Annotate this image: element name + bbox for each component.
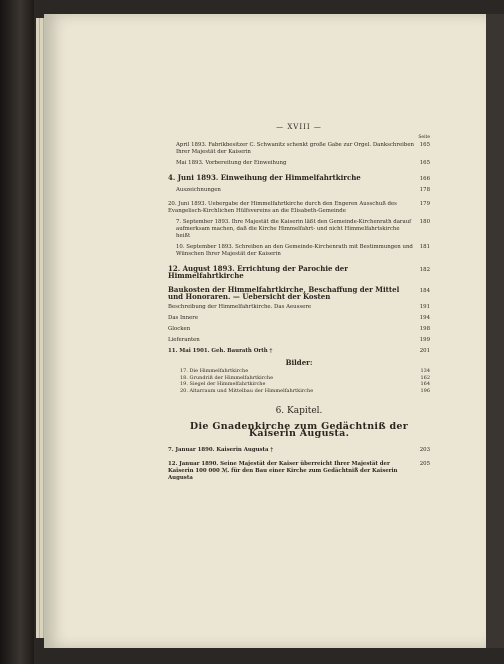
toc-entry-page: 184 — [419, 288, 430, 294]
toc-entry-page: 198 — [419, 326, 430, 332]
toc-entry-page: 179 — [419, 201, 430, 207]
toc-entry-page: 165 — [419, 160, 430, 166]
chapter-title: Die Gnadenkirche zum Gedächtniß der Kaiserin Augusta. — [189, 421, 409, 439]
toc-entry-text: Mai 1893. Vorbereitung der Einweihung — [176, 160, 287, 166]
toc-entry-heading — [168, 286, 430, 300]
toc-entry-page: 194 — [419, 315, 430, 321]
bilder-item-page: 196 — [420, 387, 430, 394]
book-right-edge — [486, 14, 504, 648]
bilder-item-text: 18. Grundriß der Himmelfahrtkirche — [180, 374, 274, 381]
bilder-item-text: 17. Die Himmelfahrtkirche — [180, 368, 249, 374]
toc-entry — [168, 315, 430, 322]
toc-entry-text: 12. August 1893. Errichtung der Parochie der Himmelfahrtkirche — [168, 264, 348, 280]
toc-entry-page: 182 — [419, 267, 430, 273]
seite-label: Seite — [418, 135, 430, 140]
toc-entry-text: Baukosten der Himmelfahrtkirche, Beschaffung der Mittel und Honoraren. — Uebersicht der Kosten — [168, 285, 400, 301]
bilder-item-text: 19. Siegel der Himmelfahrtkirche — [180, 381, 266, 387]
toc-entry-page: 199 — [419, 337, 430, 343]
bilder-item-text: 20. Altarraum und Mittelbau der Himmelfahrtkirche — [180, 387, 314, 394]
toc-entry-text: Lieferanten — [168, 337, 200, 343]
toc-entry-text: 20. Juni 1893. Uebergabe der Himmelfahrtkirche durch den Engeren Ausschuß des Evangelisch-Kirchlichen Hülfsvereins an die Elisabeth-Gemeinde — [168, 201, 397, 214]
bilder-item-page: 164 — [420, 381, 430, 387]
toc-entry — [168, 244, 430, 258]
toc-entry — [168, 304, 430, 311]
toc-entry-heading — [168, 265, 430, 279]
toc-entry — [168, 337, 430, 344]
toc-entry-page: 201 — [419, 348, 430, 354]
bilder-title: Bilder: — [285, 358, 313, 367]
toc-entry-page: 191 — [419, 304, 430, 310]
toc-entry-text: 12. Januar 1890. Seine Majestät der Kaiser überreicht Ihrer Majestät der Kaiserin 100 000 ℳ. für den Bau einer Kirche zum Gedächtniß der Kaiserin Augusta — [168, 461, 398, 481]
book-binding — [0, 0, 34, 664]
toc-entry-text: Auszeichnungen — [176, 187, 221, 193]
toc-entry-page: 165 — [419, 142, 430, 148]
toc-entry-page: 181 — [419, 244, 430, 250]
toc-entry — [168, 219, 430, 240]
toc-entry-text: April 1893. Fabrikbesitzer C. Schwanitz schenkt große Gabe zur Orgel. Dankschreiben Ihrer Majestät der Kaiserin — [176, 142, 414, 155]
toc-entry-text: Glocken — [168, 326, 191, 332]
toc-entry-text: 4. Juni 1893. Einweihung der Himmelfahrtkirche — [168, 173, 361, 182]
toc-entry — [168, 187, 430, 194]
toc-entry-page: 205 — [419, 461, 430, 467]
bilder-item-page: 134 — [420, 368, 430, 374]
bilder-item — [168, 388, 430, 395]
toc-entry-page: 178 — [419, 187, 430, 193]
chapter-number: 6. Kapitel. — [275, 406, 323, 416]
toc-entry — [168, 461, 430, 482]
toc-entry-page: 166 — [419, 176, 430, 182]
toc-entry-text: Das Innere — [168, 315, 199, 321]
toc-entry — [168, 447, 430, 454]
toc-entry-page: 180 — [419, 219, 430, 225]
toc-entry-text: 7. Januar 1890. Kaiserin Augusta † — [168, 447, 274, 453]
toc-entry-page: 203 — [419, 447, 430, 453]
page-number: — XVIII — — [276, 123, 322, 131]
toc-entry — [168, 348, 430, 355]
toc-entry — [168, 142, 430, 156]
toc-entry-text: 10. September 1893. Schreiben an den Gemeinde-Kirchenrath mit Bestimmungen und Wünschen Ihrer Majestät der Kaiserin — [176, 244, 413, 257]
toc-entry-heading — [168, 201, 430, 215]
toc-entry — [168, 326, 430, 333]
toc-content — [168, 124, 430, 486]
bilder-item-page: 162 — [420, 374, 430, 381]
page-number-text: XVIII — [287, 123, 311, 131]
toc-entry-text: 7. September 1893. Ihre Majestät die Kaiserin läßt den Gemeinde-Kirchenrath darauf aufmerksam machen, daß die Kirche Himmelfahrt- und nicht Himmelfahrtskirche heißt — [176, 219, 412, 239]
toc-entry — [168, 160, 430, 167]
toc-entry-heading — [168, 174, 430, 183]
toc-entry-text: 11. Mai 1901. Geh. Baurath Orth † — [168, 348, 273, 354]
toc-entry-text: Beschreibung der Himmelfahrtkirche. Das Aeussere — [168, 304, 312, 310]
